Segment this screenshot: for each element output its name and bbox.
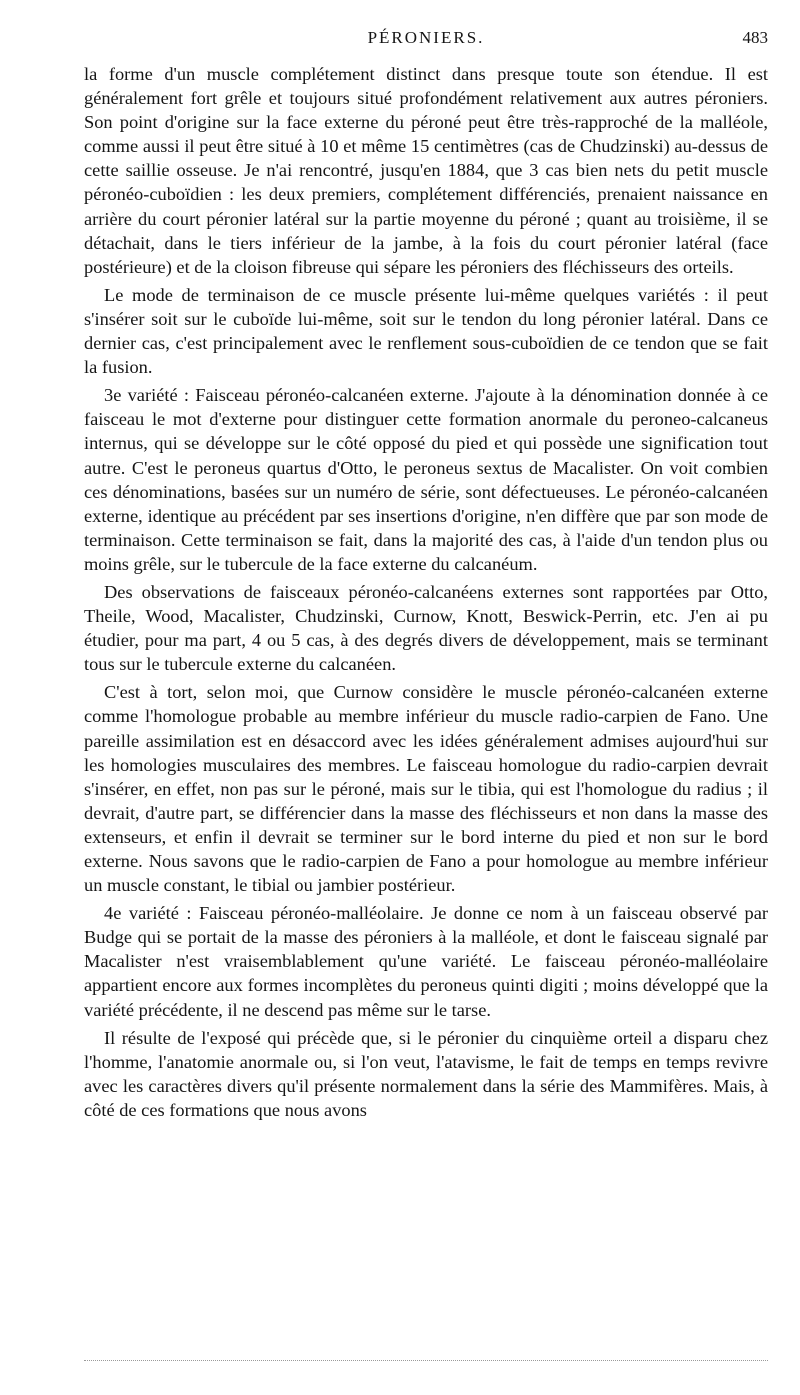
page-number: 483 (742, 28, 768, 47)
paragraph-termination: Le mode de terminaison de ce muscle présente lui-même quelques variétés : il peut s'insérer soit sur le cuboïde lui-même, soit sur le tendon du long péronier latéral. Dans ce dernier cas, c'est principalement avec le renflement sous-cuboïdien de ce tendon que se fait la fusion. (84, 284, 768, 378)
paragraph-curnow: C'est à tort, selon moi, que Curnow considère le muscle péronéo-calcanéen externe comme l'homologue probable au membre inférieur du muscle radio-carpien de Fano. Une pareille assimilation est en désaccord avec les idées généralement admises aujourd'hui sur les homologies musculaires des membres. Le faisceau homologue du radio-carpien devrait s'insérer, en effet, non pas sur le péroné, mais sur le tibia, qui est l'homologue du radius ; il devrait, d'autre part, se différencier dans la masse des fléchisseurs et non dans la masse des extenseurs, et enfin il devrait se terminer sur le bord interne du pied et non sur le bord externe. Nous savons que le radio-carpien de Fano a pour homologue au membre inférieur un muscle constant, le tibial ou jambier postérieur. (84, 682, 768, 896)
paragraph-continuation: la forme d'un muscle complétement distinct dans presque toute son étendue. Il est généralement fort grêle et toujours situé profondément relativement aux autres péroniers. Son point d'origine sur la face externe du péroné peut être très-rapproché de la malléole, comme aussi il peut être situé à 10 et même 15 centimètres (cas de Chudzinski) au-dessus de cette saillie osseuse. Je n'ai rencontré, jusqu'en 1884, que 3 cas bien nets du petit muscle péronéo-cuboïdien : les deux premiers, complétement différenciés, prenaient naissance en arrière du court péronier latéral sur la partie moyenne du péroné ; quant au troisième, il se détachait, dans le tiers inférieur de la jambe, à la fois du court péronier latéral (face postérieure) et de la cloison fibreuse qui sépare les péroniers des fléchisseurs des orteils. (84, 64, 768, 277)
paragraph-third-variety: 3e variété : Faisceau péronéo-calcanéen externe. J'ajoute à la dénomination donnée à ce faisceau le mot d'externe pour distinguer cette formation anormale du peroneo-calcaneus internus, qui se développe sur le côté opposé du pied et qui possède une signification tout autre. C'est le peroneus quartus d'Otto, le peroneus sextus de Macalister. On voit combien ces dénominations, basées sur un numéro de série, sont défectueuses. Le péronéo-calcanéen externe, identique au précédent par ses insertions d'origine, n'en diffère que par son mode de terminaison. Cette terminaison se fait, dans la majorité des cas, à l'aide d'un tendon plus ou moins grêle, sur le tubercule de la face externe du calcanéum. (84, 385, 768, 574)
footer-dotted-rule (84, 1360, 768, 1361)
paragraph-conclusion: Il résulte de l'exposé qui précède que, si le péronier du cinquième orteil a disparu chez l'homme, l'anatomie anormale ou, si l'on veut, l'atavisme, le fait de temps en temps revivre avec les caractères divers qu'il présente normalement dans la série des Mammifères. Mais, à côté de ces formations que nous avons (84, 1027, 768, 1120)
paragraph-fourth-variety: 4e variété : Faisceau péronéo-malléolaire. Je donne ce nom à un faisceau observé par Budge qui se portait de la masse des péroniers à la malléole, et dont le faisceau signalé par Macalister n'est vraisemblablement qu'une variété. Le faisceau péronéo-malléolaire appartient encore aux formes incomplètes du peroneus quinti digiti ; moins développé que la variété précédente, il ne descend pas même sur le tarse. (84, 903, 768, 1020)
paragraph-observations: Des observations de faisceaux péronéo-calcanéens externes sont rapportées par Otto, Theile, Wood, Macalister, Chudzinski, Curnow, Knott, Beswick-Perrin, etc. J'en ai pu étudier, pour ma part, 4 ou 5 cas, à des degrés divers de développement, mais se terminant tous sur le tubercule externe du calcanéen. (84, 581, 768, 675)
body-text (84, 62, 768, 1122)
running-head (84, 28, 768, 52)
running-title: PÉRONIERS. (367, 28, 485, 47)
